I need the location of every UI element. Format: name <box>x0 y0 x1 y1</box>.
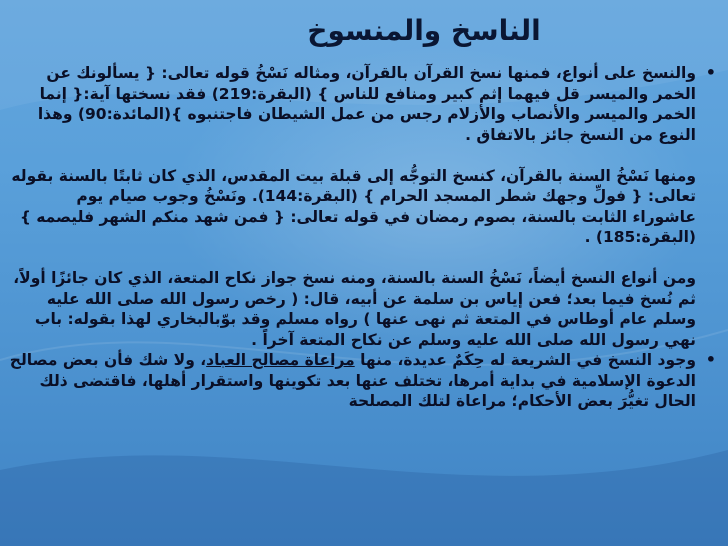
bullet-item-types-of-abrogation <box>8 63 718 350</box>
wisdom-text-prefix: وجود النسخ في الشريعة له حِكَمٌ عديدة، منها <box>354 351 696 369</box>
paragraph-wisdom <box>8 350 696 412</box>
slide-title: الناسخ والمنسوخ <box>307 14 541 47</box>
slide-body <box>8 63 718 412</box>
paragraph-sunnah-by-quran: ومنها نَسْخُ السنة بالقرآن، كنسخ التوجُّه إلى قبلة بيت المقدس، الذي كان ثابتًا بالسنة بقوله تعالى: { فولِّ وجهك شطر المسجد الحرام } (البقرة:144). ونَسْخُ وجوب صيام يوم عاشوراء الثابت بالسنة، بصوم رمضان في قوله تعالى: { فمن شهد منكم الشهر فليصمه } (البقرة:185) . <box>11 166 696 246</box>
underlined-phrase: مراعاة مصالح العباد <box>206 351 355 369</box>
paragraph-sunnah-by-sunnah: ومن أنواع النسخ أيضاً، نَسْخُ السنة بالسنة، ومنه نسخ جواز نكاح المتعة، الذي كان جائزًا أولاً، ثم نُسخ فيما بعد؛ فعن إياس بن سلمة عن أبيه، قال: ( رخص رسول الله صلى الله عليه وسلم عام أوطاس في المتعة ثم نهى عنها ) رواه مسلم وقد بوّبالبخاري لهذا بقوله: باب نهي رسول الله صلى الله عليه وسلم عن نكاح المتعة آخراً . <box>13 269 696 349</box>
bullet-dot-icon: • <box>705 350 716 369</box>
wisdom-text-suffix: ، ولا شك فأن بعض مصالح الدعوة الإسلامية في بداية أمرها، تختلف عنها بعد تكوينها واستقرار أهلها، فاقتضى ذلك الحال تغيُّرَ بعض الأحكام؛ مراعاة لتلك المصلحة <box>9 351 696 410</box>
bullet-item-wisdom-of-abrogation <box>8 350 718 412</box>
bullet-dot-icon: • <box>705 63 716 82</box>
paragraph-quran-by-quran: والنسخ على أنواع، فمنها نسخ القرآن بالقرآن، ومثاله نَسْخُ قوله تعالى: { يسألونك عن الخمر والميسر قل فيهما إثم كبير ومنافع للناس } (البقرة:219) فقد نسختها آية:{ إنما الخمر والميسر والأنصاب والأزلام رجس من عمل الشيطان فاجتنبوه }(المائدة:90) وهذا النوع من النسخ جائز بالاتفاق . <box>37 64 696 144</box>
